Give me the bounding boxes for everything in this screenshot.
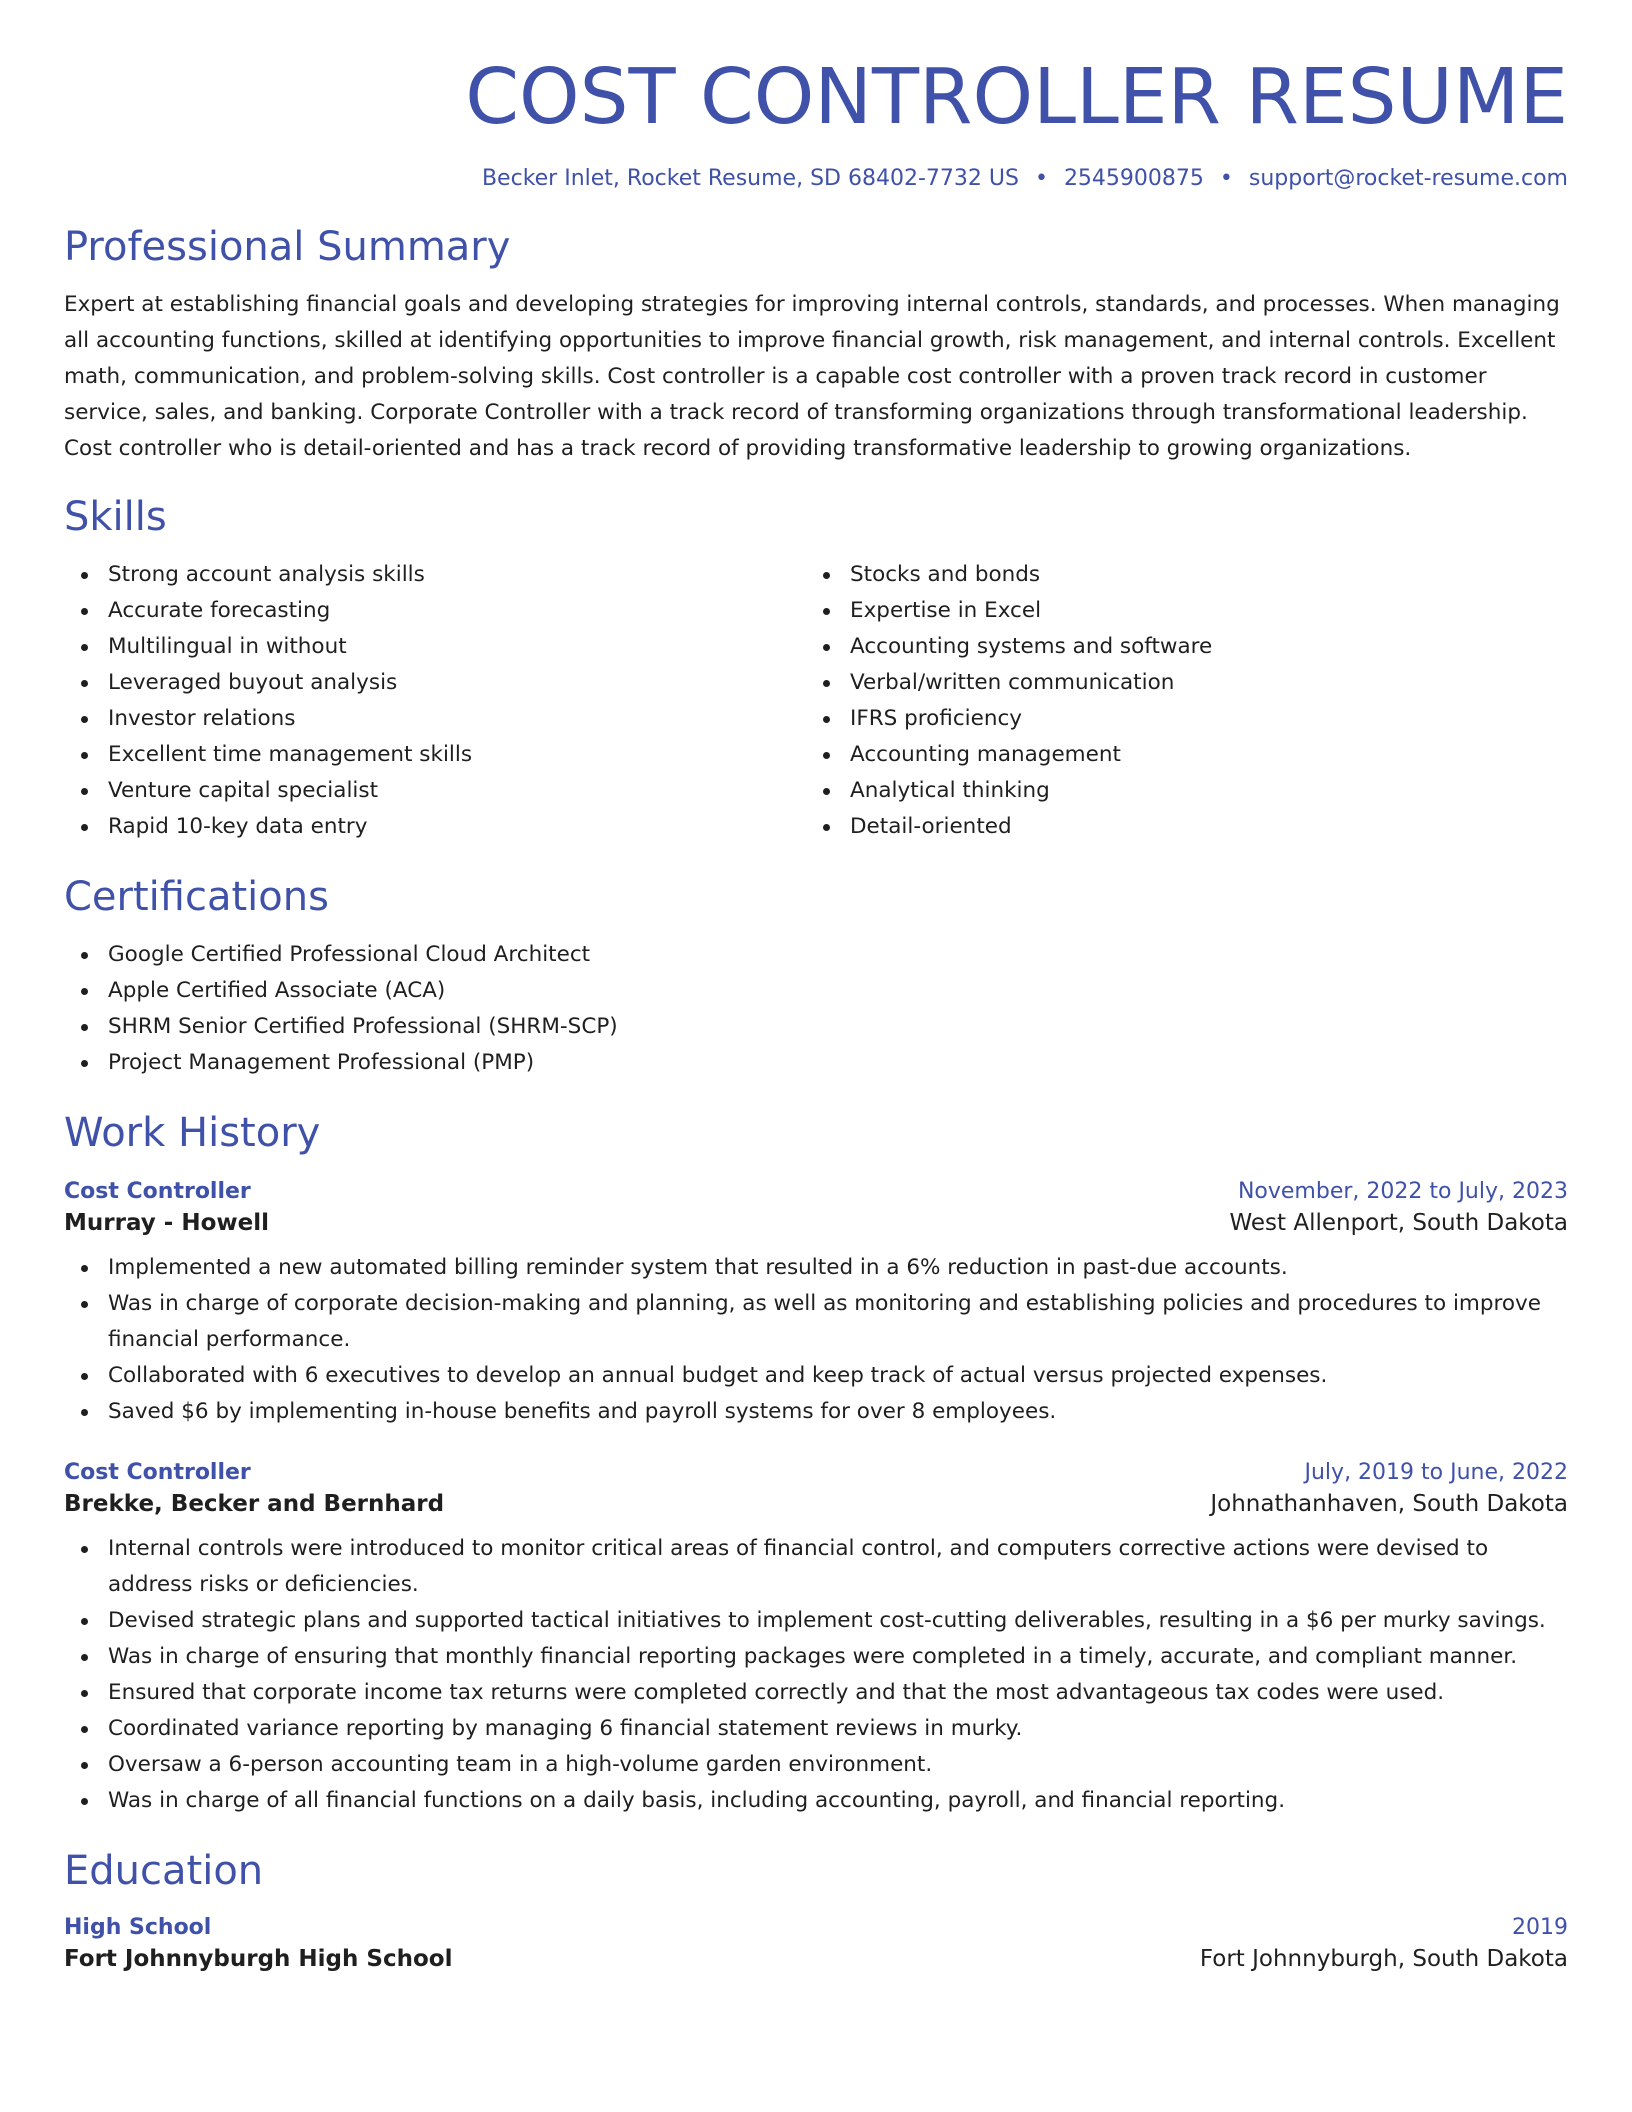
skill-item: Leveraged buyout analysis bbox=[64, 665, 806, 701]
job-header bbox=[64, 1460, 1568, 1485]
job-dates: November, 2022 to July, 2023 bbox=[1237, 1179, 1568, 1205]
certifications-heading: Certifications bbox=[64, 874, 329, 921]
job-entry bbox=[64, 1460, 1568, 1819]
summary-heading: Professional Summary bbox=[64, 224, 511, 271]
certifications-list bbox=[64, 937, 1568, 1081]
summary-section bbox=[64, 223, 1568, 467]
job-title: Cost Controller bbox=[64, 1460, 251, 1486]
education-heading: Education bbox=[64, 1848, 264, 1895]
skill-item: Multilingual in without bbox=[64, 629, 806, 665]
job-bullet: Saved $6 by implementing in-house benefits and payroll systems for over 8 employees. bbox=[64, 1394, 1568, 1430]
education-degree: High School bbox=[64, 1915, 212, 1941]
job-header bbox=[64, 1179, 1568, 1204]
skill-item: Excellent time management skills bbox=[64, 737, 806, 773]
job-dates: July, 2019 to June, 2022 bbox=[1304, 1460, 1568, 1486]
skill-item: Stocks and bonds bbox=[806, 557, 1548, 593]
contact-separator: • bbox=[1219, 166, 1233, 192]
job-bullet: Collaborated with 6 executives to develop an annual budget and keep track of actual versus projected expenses. bbox=[64, 1358, 1568, 1394]
education-location: Fort Johnnyburgh, South Dakota bbox=[1199, 1946, 1568, 1973]
skill-item: Detail-oriented bbox=[806, 809, 1548, 845]
skill-item: Accounting management bbox=[806, 737, 1548, 773]
skills-section bbox=[64, 493, 1568, 845]
education-header bbox=[64, 1915, 1568, 1940]
summary-text: Expert at establishing financial goals and developing strategies for improving internal controls, standards, and processes. When managing all accounting functions, skilled at identifying opportunities to improve financial growth, risk management, and internal controls. Excellent math, communication, and problem-solving skills. Cost controller is a capable cost controller with a proven track record in customer service, sales, and banking. Corporate Controller with a track record of transforming organizations through transformational leadership. Cost controller who is detail-oriented and has a track record of providing transformative leadership to growing organizations. bbox=[64, 292, 1560, 462]
job-bullet: Internal controls were introduced to monitor critical areas of financial control, and computers corrective actions were devised to address risks or deficiencies. bbox=[64, 1531, 1568, 1603]
job-location: West Allenport, South Dakota bbox=[1229, 1210, 1568, 1237]
skill-item: Expertise in Excel bbox=[806, 593, 1548, 629]
job-bullet: Ensured that corporate income tax returns were completed correctly and that the most advantageous tax codes were used. bbox=[64, 1675, 1568, 1711]
job-company: Brekke, Becker and Bernhard bbox=[64, 1491, 445, 1518]
skills-heading: Skills bbox=[64, 494, 167, 541]
contact-email[interactable]: support@rocket-resume.com bbox=[1248, 166, 1568, 192]
education-section bbox=[64, 1847, 1568, 1972]
resume-title: COST CONTROLLER RESUME bbox=[465, 53, 1568, 142]
work-history-section bbox=[64, 1109, 1568, 1819]
skill-item: IFRS proficiency bbox=[806, 701, 1548, 737]
contact-separator: • bbox=[1034, 166, 1048, 192]
contact-phone[interactable]: 2545900875 bbox=[1063, 166, 1204, 192]
job-bullets bbox=[64, 1531, 1568, 1819]
skill-item: Investor relations bbox=[64, 701, 806, 737]
certification-item: Apple Certified Associate (ACA) bbox=[64, 973, 1568, 1009]
work-history-heading: Work History bbox=[64, 1110, 321, 1157]
skills-list-right bbox=[806, 557, 1548, 845]
certification-item: SHRM Senior Certified Professional (SHRM-SCP) bbox=[64, 1009, 1568, 1045]
job-bullet: Devised strategic plans and supported tactical initiatives to implement cost-cutting deliverables, resulting in a $6 per murky savings. bbox=[64, 1603, 1568, 1639]
job-bullet: Was in charge of corporate decision-making and planning, as well as monitoring and establishing policies and procedures to improve financial performance. bbox=[64, 1286, 1568, 1358]
contact-line bbox=[64, 166, 1568, 191]
skills-list-left bbox=[64, 557, 806, 845]
job-location: Johnathanhaven, South Dakota bbox=[1210, 1491, 1568, 1518]
education-year: 2019 bbox=[1512, 1915, 1568, 1941]
contact-address: Becker Inlet, Rocket Resume, SD 68402-7732 US bbox=[481, 166, 1019, 192]
skill-item: Accounting systems and software bbox=[806, 629, 1548, 665]
job-bullet: Was in charge of all financial functions on a daily basis, including accounting, payroll, and financial reporting. bbox=[64, 1783, 1568, 1819]
job-company: Murray - Howell bbox=[64, 1210, 269, 1237]
education-school: Fort Johnnyburgh High School bbox=[64, 1946, 453, 1973]
job-bullets bbox=[64, 1250, 1568, 1430]
certification-item: Project Management Professional (PMP) bbox=[64, 1045, 1568, 1081]
job-entry bbox=[64, 1179, 1568, 1430]
job-title: Cost Controller bbox=[64, 1179, 251, 1205]
skill-item: Analytical thinking bbox=[806, 773, 1548, 809]
skill-item: Verbal/written communication bbox=[806, 665, 1548, 701]
certifications-section bbox=[64, 873, 1568, 1081]
job-bullet: Coordinated variance reporting by managing 6 financial statement reviews in murky. bbox=[64, 1711, 1568, 1747]
job-bullet: Oversaw a 6-person accounting team in a high-volume garden environment. bbox=[64, 1747, 1568, 1783]
education-subheader bbox=[64, 1946, 1568, 1972]
resume-header bbox=[64, 0, 1568, 191]
education-entry bbox=[64, 1915, 1568, 1972]
certification-item: Google Certified Professional Cloud Architect bbox=[64, 937, 1568, 973]
job-subheader bbox=[64, 1210, 1568, 1236]
skill-item: Venture capital specialist bbox=[64, 773, 806, 809]
skills-grid bbox=[64, 557, 1568, 845]
skill-item: Strong account analysis skills bbox=[64, 557, 806, 593]
skill-item: Rapid 10-key data entry bbox=[64, 809, 806, 845]
job-bullet: Implemented a new automated billing reminder system that resulted in a 6% reduction in past-due accounts. bbox=[64, 1250, 1568, 1286]
job-subheader bbox=[64, 1491, 1568, 1517]
job-bullet: Was in charge of ensuring that monthly financial reporting packages were completed in a timely, accurate, and compliant manner. bbox=[64, 1639, 1568, 1675]
skill-item: Accurate forecasting bbox=[64, 593, 806, 629]
